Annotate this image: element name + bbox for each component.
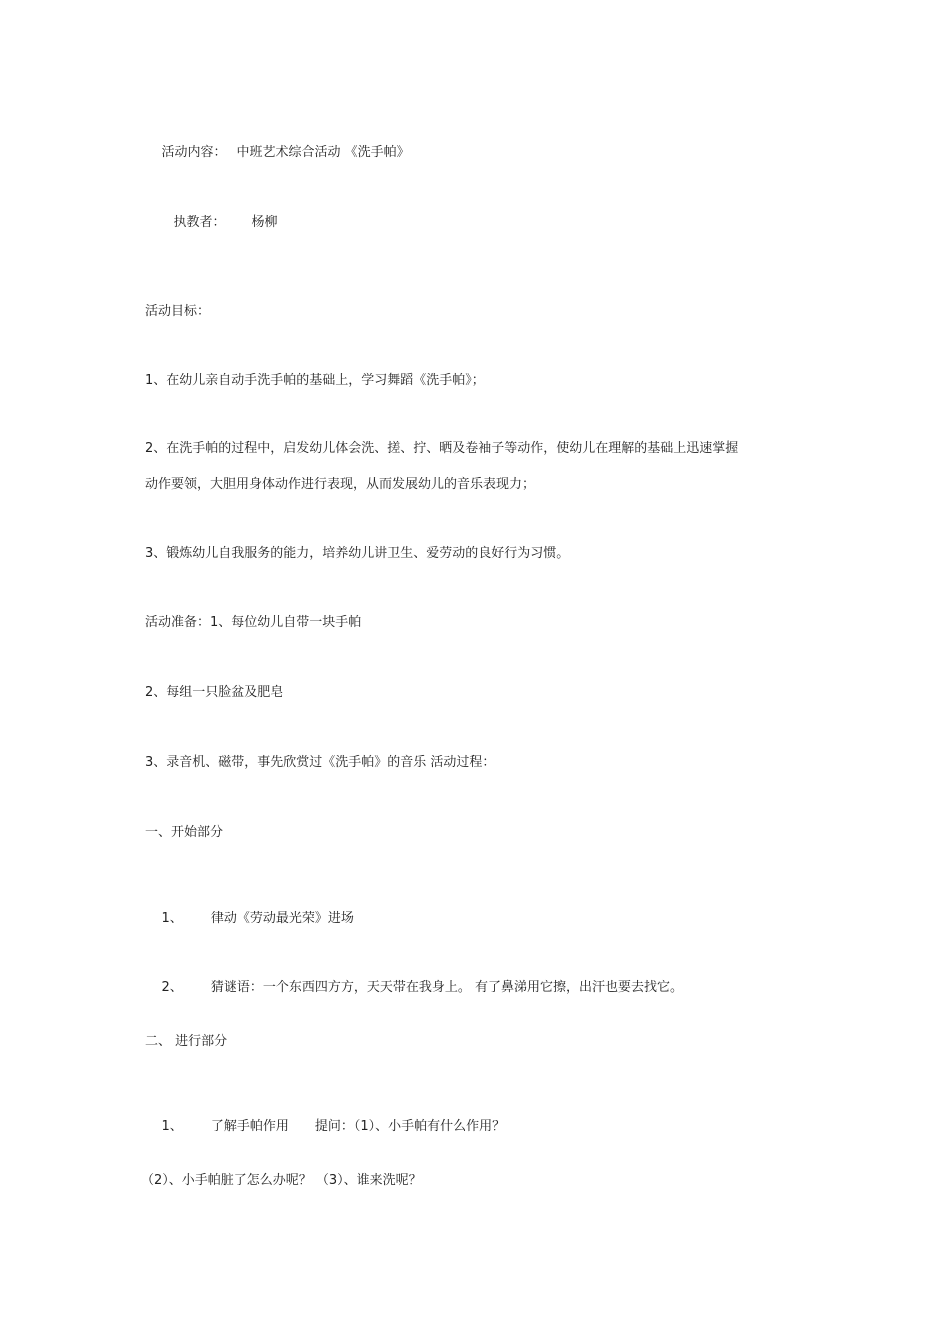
step-question: 提问：（1）、小手帕有什么作用？ xyxy=(314,1119,506,1134)
step-text: 律动《劳动最光荣》进场 xyxy=(210,911,354,926)
process-step-1 xyxy=(145,895,354,943)
activity-content-line xyxy=(145,129,410,177)
prep-item-1: 活动准备：1、每位幼儿自带一块手帕 xyxy=(145,615,362,630)
step-text: 猜谜语：一个东西四方方，天天带在我身上。 有了鼻涕用它擦，出汗也要去找它。 xyxy=(210,980,683,995)
section-heading-progress: 二、 进行部分 xyxy=(145,1034,228,1049)
step-number: 1、 xyxy=(161,1119,183,1134)
prep-item-3: 3、录音机、磁带，事先欣赏过《洗手帕》的音乐 活动过程： xyxy=(145,755,496,770)
section-heading-start: 一、开始部分 xyxy=(145,825,224,840)
goal-item-3: 3、锻炼幼儿自我服务的能力，培养幼儿讲卫生、爱劳动的良好行为习惯。 xyxy=(145,546,570,561)
prep-item-2: 2、每组一只脸盆及肥皂 xyxy=(145,685,284,700)
activity-content-value: 中班艺术综合活动 《洗手帕》 xyxy=(236,145,410,160)
activity-content-label: 活动内容： xyxy=(161,145,227,160)
process-step-2 xyxy=(145,964,683,1012)
goal-item-1: 1、在幼儿亲自动手洗手帕的基础上，学习舞蹈《洗手帕》； xyxy=(145,373,485,388)
goal-item-2-line-2: 动作要领，大胆用身体动作进行表现，从而发展幼儿的音乐表现力； xyxy=(145,477,536,492)
question-line: （2）、小手帕脏了怎么办呢？ （3）、谁来洗呢？ xyxy=(141,1173,422,1188)
process-step-3 xyxy=(145,1103,505,1151)
goal-item-2-line-1: 2、在洗手帕的过程中，启发幼儿体会洗、搓、拧、晒及卷袖子等动作，使幼儿在理解的基础上迅速掌握 xyxy=(145,441,739,456)
teacher-line xyxy=(157,199,278,247)
teacher-name: 杨柳 xyxy=(251,215,278,230)
goals-title: 活动目标： xyxy=(145,304,211,319)
teacher-label: 执教者： xyxy=(173,215,226,230)
step-text: 了解手帕作用 xyxy=(210,1119,289,1134)
step-number: 2、 xyxy=(161,980,183,995)
step-number: 1、 xyxy=(161,911,183,926)
